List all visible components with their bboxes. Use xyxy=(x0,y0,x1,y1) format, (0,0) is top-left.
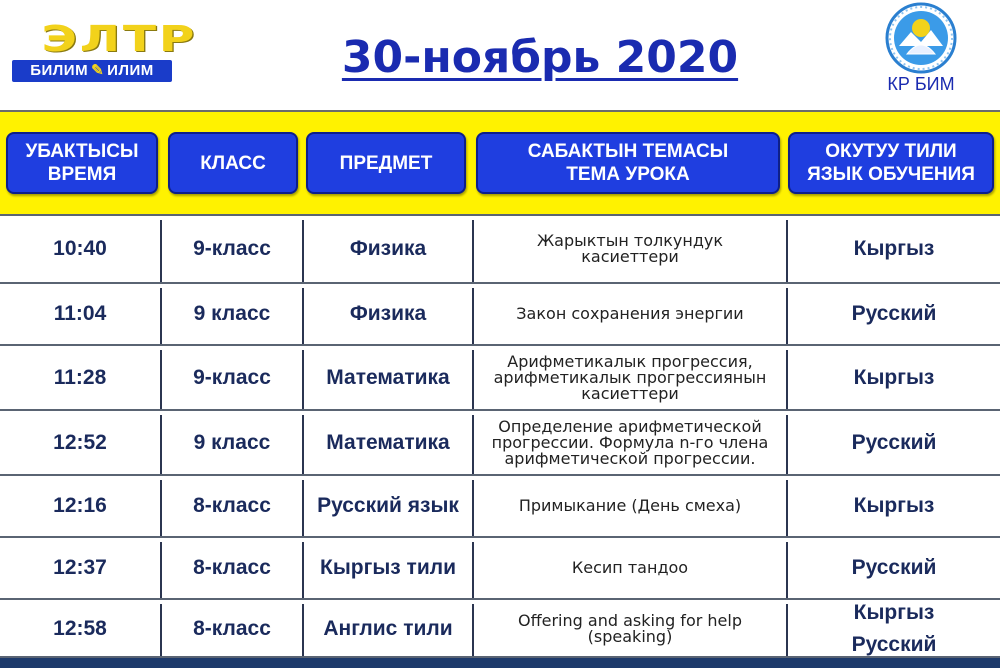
bottom-bar xyxy=(0,658,1000,668)
table-cell-subject: Англис тили xyxy=(323,617,453,640)
table-cell-subject: Математика xyxy=(326,365,450,389)
topic-line: касиеттери xyxy=(581,383,679,403)
language-value: Кыргыз xyxy=(853,601,935,624)
table-cell-topic xyxy=(474,346,786,409)
table-cell-topic xyxy=(474,284,786,344)
table-cell-topic xyxy=(474,538,786,598)
table-cell-subject: Кыргыз тили xyxy=(320,556,456,579)
table-cell-language xyxy=(788,538,1000,598)
table-cell-time: 12:52 xyxy=(53,430,107,454)
topic-line: Арифметикалык прогрессия, xyxy=(507,351,753,371)
table-cell-class: 9-класс xyxy=(193,237,271,260)
language-value: Кыргыз xyxy=(853,494,935,517)
table-cell-class: 9 класс xyxy=(193,430,271,454)
kr-emblem-icon xyxy=(885,2,957,74)
logo-bilim-text: БИЛИМ xyxy=(30,62,89,79)
logo-bilim-ilim-bar xyxy=(12,60,172,82)
table-cell-topic xyxy=(474,216,786,282)
logo-ilim-text: ИЛИМ xyxy=(107,62,154,79)
topic-line: Закон сохранения энергии xyxy=(516,304,744,323)
topic-line: прогрессии. Формула n-го члена xyxy=(491,432,769,452)
column-header-line: КЛАСС xyxy=(200,152,266,174)
topic-line: (speaking) xyxy=(587,627,673,646)
table-cell-time: 12:58 xyxy=(53,617,107,640)
language-value: Русский xyxy=(851,430,937,454)
table-cell-time: 11:04 xyxy=(53,302,107,325)
column-header-subject xyxy=(306,132,466,194)
table-cell-class: 8-класс xyxy=(193,617,271,640)
table-cell-subject: Математика xyxy=(326,430,450,454)
topic-line: арифметической прогрессии. xyxy=(504,448,756,468)
language-value: Русский xyxy=(851,302,937,325)
table-cell-topic xyxy=(474,411,786,474)
column-header-line: ЯЗЫК ОБУЧЕНИЯ xyxy=(807,164,975,185)
column-header-line: ТЕМА УРОКА xyxy=(566,164,690,185)
feather-icon: ✎ xyxy=(91,62,105,79)
table-cell-language xyxy=(788,346,1000,409)
column-header-language xyxy=(788,132,994,194)
table-cell-time: 11:28 xyxy=(53,365,107,389)
table-cell-time: 12:16 xyxy=(53,494,107,517)
topic-line: Кесип тандоо xyxy=(571,558,689,577)
table-cell-time: 12:37 xyxy=(53,556,107,579)
table-cell-language xyxy=(788,284,1000,344)
column-header-line: ОКУТУУ ТИЛИ xyxy=(825,141,957,162)
table-cell-class: 8-класс xyxy=(193,556,271,579)
table-cell-class: 9-класс xyxy=(193,365,271,389)
column-header-topic xyxy=(476,132,780,194)
column-header-line: ВРЕМЯ xyxy=(47,164,117,185)
column-header-time xyxy=(6,132,158,194)
table-cell-subject: Физика xyxy=(349,302,427,325)
table-cell-language xyxy=(788,411,1000,474)
table-cell-time: 10:40 xyxy=(53,237,107,260)
table-cell-language xyxy=(788,476,1000,536)
language-value: Кыргыз xyxy=(853,237,935,260)
topic-line: арифметикалык прогрессиянын xyxy=(493,367,767,387)
column-header-line: УБАКТЫСЫ xyxy=(25,141,139,162)
topic-line: Определение арифметической xyxy=(498,416,762,436)
language-value: Кыргыз xyxy=(853,365,935,389)
table-cell-topic xyxy=(474,600,786,658)
column-header-line: ПРЕДМЕТ xyxy=(339,152,433,174)
topic-line: Offering and asking for help xyxy=(518,611,742,630)
table-cell-language xyxy=(788,216,1000,282)
table-cell-subject: Физика xyxy=(349,237,427,260)
etr-logo xyxy=(12,19,198,84)
table-cell-subject: Русский язык xyxy=(317,494,459,517)
column-header-line: САБАКТЫН ТЕМАСЫ xyxy=(527,141,729,162)
table-cell-language xyxy=(788,600,1000,658)
language-value: Русский xyxy=(851,556,937,579)
emblem-label: КР БИМ xyxy=(887,74,955,94)
column-header-class xyxy=(168,132,298,194)
topic-line: Примыкание (День смеха) xyxy=(518,496,742,515)
topic-line: Жарыктын толкундук xyxy=(536,231,724,250)
table-cell-class: 8-класс xyxy=(193,494,271,517)
topic-line: касиеттери xyxy=(581,247,679,266)
page-title: 30-ноябрь 2020 xyxy=(341,32,739,83)
logo-etr-text: ЭЛТР xyxy=(41,19,198,60)
language-value: Русский xyxy=(851,633,937,656)
schedule-table-body xyxy=(0,214,1000,658)
table-cell-class: 9 класс xyxy=(193,302,271,325)
table-cell-topic xyxy=(474,476,786,536)
